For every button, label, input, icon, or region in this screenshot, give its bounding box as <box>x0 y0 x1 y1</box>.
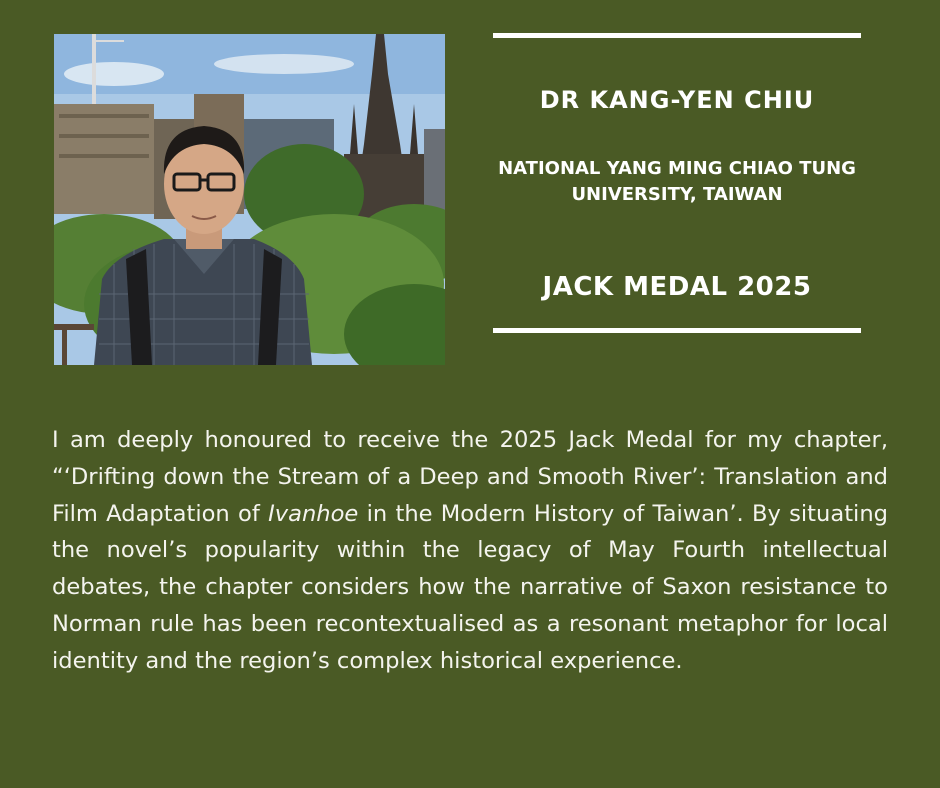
statement-text <box>52 422 888 680</box>
statement-part-2: in the Modern History of Taiwan’. By situating the novel’s popularity within the legacy of May Fourth intellectual debates, the chapter considers how the narrative of Saxon resistance to Norman rule has been recontextualised as a resonant metaphor for local identity and the region’s complex historical experience. <box>52 500 888 674</box>
affiliation-line-1: NATIONAL YANG MING CHIAO TUNG <box>498 158 856 179</box>
statement-part-1: I am deeply honoured to receive the 2025 Jack Medal for my chapter, “‘Drifting down the Stream of a Deep and Smooth River’: Translation and Film Adaptation of <box>52 427 888 527</box>
affiliation-line-2: UNIVERSITY, TAIWAN <box>571 184 783 205</box>
awardee-name: DR KANG-YEN CHIU <box>539 86 815 114</box>
statement-book-title: Ivanhoe <box>268 500 359 527</box>
bottom-divider <box>493 328 861 333</box>
affiliation <box>470 156 884 208</box>
portrait-photo <box>54 34 445 365</box>
top-divider <box>493 33 861 38</box>
award-title: JACK MEDAL 2025 <box>542 272 812 302</box>
